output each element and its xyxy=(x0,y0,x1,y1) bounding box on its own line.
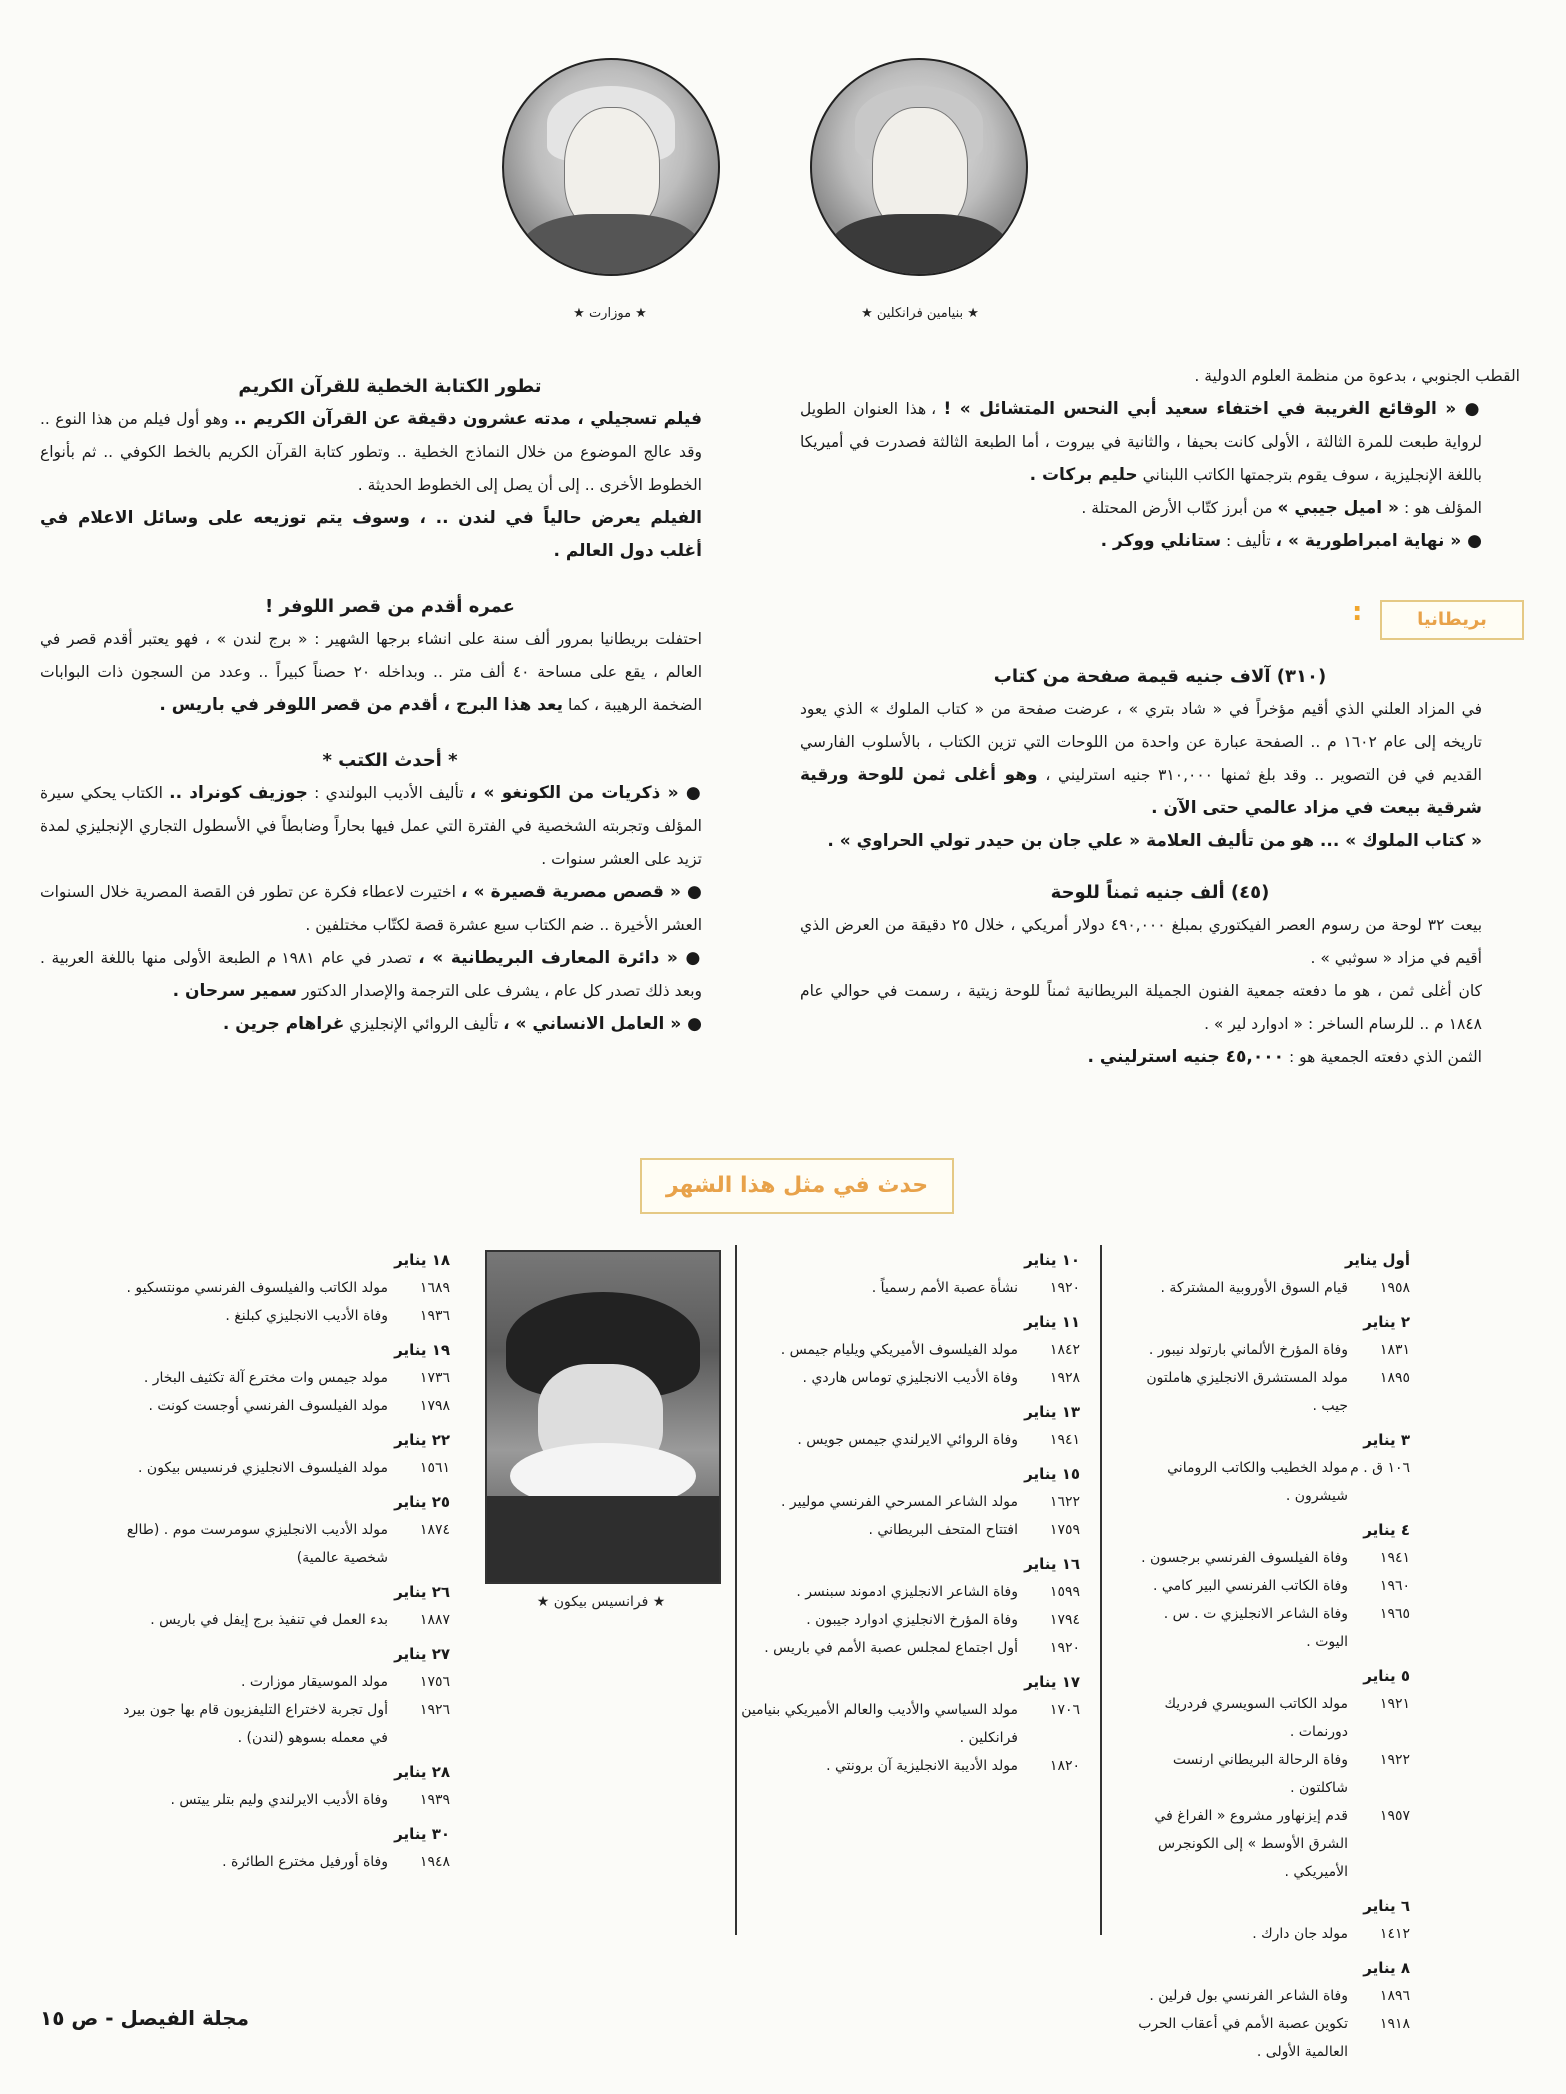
event-text: افتتاح المتحف البريطاني . xyxy=(868,1522,1018,1538)
book1-author-prefix: المؤلف هو : xyxy=(1403,499,1482,517)
events-column-left xyxy=(110,1240,450,1876)
event-year: ١٥٦١ xyxy=(419,1460,450,1476)
event-year: ١٨٢٠ xyxy=(1049,1758,1080,1774)
event-text: مولد الفيلسوف الانجليزي فرنسيس بيكون . xyxy=(138,1460,388,1476)
event-date-header: ١٣ يناير xyxy=(1024,1403,1080,1421)
event-year: ١٤١٢ xyxy=(1379,1926,1410,1942)
event-year: ١٩٢٨ xyxy=(1049,1370,1080,1386)
event-row xyxy=(1130,1336,1410,1364)
event-year: ١٦٢٢ xyxy=(1049,1494,1080,1510)
book1-author: « اميل جيبي » xyxy=(1277,498,1400,518)
event-row xyxy=(740,1274,1080,1302)
event-year: ١٨٤٢ xyxy=(1049,1342,1080,1358)
event-text: مولد الموسيقار موزارت . xyxy=(240,1674,388,1690)
event-year: ١٩٢١ xyxy=(1379,1696,1410,1712)
event-year: ١٨٣١ xyxy=(1379,1342,1410,1358)
portrait-benjamin-franklin xyxy=(810,58,1028,276)
event-row xyxy=(110,1274,450,1302)
event-date-header: ١٧ يناير xyxy=(1024,1673,1080,1691)
events-banner: حدث في مثل هذا الشهر xyxy=(640,1158,954,1214)
article-45-p3-prefix: الثمن الذي دفعته الجمعية هو : xyxy=(1288,1048,1482,1066)
event-row xyxy=(1130,1572,1410,1600)
quran-film-lead: فيلم تسجيلي ، مدته عشرون دقيقة عن القرآن الكريم .. xyxy=(233,409,702,429)
event-text: وفاة الشاعر الفرنسي بول فرلين . xyxy=(1149,1988,1348,2004)
event-date-header: ١٨ يناير xyxy=(394,1251,450,1269)
event-date-header: ١٩ يناير xyxy=(394,1341,450,1359)
event-year: ١٧٣٦ xyxy=(419,1370,450,1386)
event-text: أول تجربة لاختراع التليفزيون قام بها جون بيرد في معمله بسوهو (لندن) . xyxy=(123,1702,388,1746)
event-text: وفاة الأديب الانجليزي توماس هاردي . xyxy=(802,1370,1018,1386)
event-year: ١٩٦٠ xyxy=(1379,1578,1410,1594)
event-text: مولد المستشرق الانجليزي هاملتون جيب . xyxy=(1146,1370,1348,1414)
event-text: بدء العمل في تنفيذ برج إيفل في باريس . xyxy=(150,1612,388,1628)
tower-title: عمره أقدم من قصر اللوفر ! xyxy=(265,596,515,617)
book-item: ● « دائرة المعارف البريطانية » ، تصدر في عام ١٩٨١ م الطبعة الأولى منها باللغة العربية . وبعد ذلك تصدر كل عام ، يشرف على الترجمة والإصدار الدكتور سمير سرحان . xyxy=(40,948,702,1001)
book2-author: ستانلي ووكر . xyxy=(1100,531,1222,551)
event-year: ١٧٩٤ xyxy=(1049,1612,1080,1628)
event-year: ١٩٢٠ xyxy=(1049,1640,1080,1656)
event-row xyxy=(1130,1690,1410,1746)
event-row xyxy=(740,1696,1080,1752)
portrait-mozart xyxy=(502,58,720,276)
event-text: مولد الفيلسوف الأميريكي ويليام جيمس . xyxy=(780,1342,1018,1358)
event-text: وفاة الروائي الايرلندي جيمس جويس . xyxy=(797,1432,1018,1448)
book-item: ● « العامل الانساني » ، تأليف الروائي الإنجليزي غراهام جرين . xyxy=(222,1014,702,1034)
event-year: ١٩١٨ xyxy=(1379,2016,1410,2032)
event-date-header: ١٠ يناير xyxy=(1024,1251,1080,1269)
event-row xyxy=(110,1696,450,1752)
event-text: مولد الكاتب السويسري فردريك دورنمات . xyxy=(1164,1696,1348,1740)
event-date-header: ١١ يناير xyxy=(1024,1313,1080,1331)
book-item: ● « قصص مصرية قصيرة » ، اختيرت لاعطاء فكرة عن تطور فن القصة المصرية خلال السنوات العشر الأخيرة .. ضم الكتاب سبع عشرة قصة لكتّاب مختلفين . xyxy=(40,882,702,934)
tower-bold: يعد هذا البرج ، أقدم من قصر اللوفر في باريس . xyxy=(159,695,564,715)
event-year: ١٧٥٦ xyxy=(419,1674,450,1690)
article-45-title: (٤٥) ألف جنيه ثمناً للوحة xyxy=(1050,882,1270,903)
quran-film-text: وهو أول فيلم من هذا النوع .. وقد عالج الموضوع من خلال النماذج الخطية .. وتطور كتابة القرآن الكريم بالخط الكوفي .. ثم بأنواع الخطوط الأخرى .. إلى أن يصل إلى الخطوط الحديثة . xyxy=(40,410,702,494)
event-text: تكوين عصبة الأمم في أعقاب الحرب العالمية الأولى . xyxy=(1138,2016,1348,2060)
event-row xyxy=(740,1426,1080,1454)
event-row xyxy=(1130,1920,1410,1948)
event-row xyxy=(110,1302,450,1330)
event-date-header: ٢٥ يناير xyxy=(394,1493,450,1511)
events-column-right xyxy=(1130,1240,1410,2066)
event-row xyxy=(110,1786,450,1814)
event-date-header: ٣ يناير xyxy=(1363,1431,1410,1449)
event-text: مولد الكاتب والفيلسوف الفرنسي مونتسكيو . xyxy=(126,1280,388,1296)
intro-line: القطب الجنوبي ، بدعوة من منظمة العلوم الدولية . xyxy=(1194,367,1520,385)
event-date-header: ٢ يناير xyxy=(1363,1313,1410,1331)
event-date-header: ٦ يناير xyxy=(1363,1897,1410,1915)
section-banner-britain: بريطانيا xyxy=(1380,600,1524,640)
event-year: ١٩٤٨ xyxy=(419,1854,450,1870)
event-text: قيام السوق الأوروبية المشتركة . xyxy=(1160,1280,1348,1296)
article-310-p2: « كتاب الملوك » ... هو من تأليف العلامة « علي جان بن حيدر تولي الحراوي » . xyxy=(827,831,1482,851)
event-year: ١٩٢٢ xyxy=(1379,1752,1410,1768)
event-year: ١٩٣٦ xyxy=(419,1308,450,1324)
event-date-header: ١٦ يناير xyxy=(1024,1555,1080,1573)
event-row xyxy=(740,1634,1080,1662)
event-year: ١٦٨٩ xyxy=(419,1280,450,1296)
event-row xyxy=(1130,1544,1410,1572)
event-text: مولد الخطيب والكاتب الروماني شيشرون . xyxy=(1167,1460,1348,1504)
page-footer: مجلة الفيصل - ص ١٥ xyxy=(40,2006,250,2030)
column-divider xyxy=(735,1245,737,1935)
quran-film-p2: الفيلم يعرض حالياً في لندن .. ، وسوف يتم توزيعه على وسائل الاعلام في أغلب دول العالم . xyxy=(40,508,702,561)
event-year: ١٥٩٩ xyxy=(1049,1584,1080,1600)
book1-title: ● « الوقائع الغريبة في اختفاء سعيد أبي النحس المتشائل » ! xyxy=(943,399,1482,419)
event-text: وفاة الرحالة البريطاني ارنست شاكلتون . xyxy=(1172,1752,1348,1796)
article-310-title: (٣١٠) آلاف جنيه قيمة صفحة من كتاب xyxy=(993,666,1327,687)
event-text: قدم إيزنهاور مشروع « الفراغ في الشرق الأوسط » إلى الكونجرس الأميريكي . xyxy=(1154,1808,1348,1880)
quran-film-title: تطور الكتابة الخطية للقرآن الكريم xyxy=(238,376,542,397)
article-45-p3-value: ٤٥,٠٠٠ جنيه استرليني . xyxy=(1087,1047,1285,1067)
event-date-header: ٨ يناير xyxy=(1363,1959,1410,1977)
events-column-middle xyxy=(740,1240,1080,1780)
event-text: وفاة المؤرخ الألماني بارتولد نيبور . xyxy=(1148,1342,1348,1358)
event-row xyxy=(740,1336,1080,1364)
event-date-header: أول يناير xyxy=(1344,1251,1410,1269)
event-row xyxy=(110,1848,450,1876)
event-row xyxy=(110,1454,450,1482)
caption-francis-bacon: ★ فرانسيس بيكون ★ xyxy=(536,1594,666,1610)
article-310-body: في المزاد العلني الذي أقيم مؤخراً في « شاد بتري » ، عرضت صفحة من « كتاب الملوك » الذي يعود تاريخه إلى عام ١٦٠٢ م .. الصفحة عبارة عن واحدة من اللوحات التي تزين الكتاب ، بالأسلوب الفارسي القديم في فن التصوير .. وقد بلغ ثمنها ٣١٠,٠٠٠ جنيه استرليني ، xyxy=(800,700,1482,784)
event-row xyxy=(740,1752,1080,1780)
book1-translator: حليم بركات . xyxy=(1029,465,1138,485)
event-row xyxy=(110,1392,450,1420)
event-year: ١٨٧٤ xyxy=(419,1522,450,1538)
book2-author-prefix: تأليف : xyxy=(1226,532,1271,550)
event-row xyxy=(1130,1802,1410,1886)
event-date-header: ٢٧ يناير xyxy=(394,1645,450,1663)
event-row xyxy=(110,1668,450,1696)
banner-dots-icon: : xyxy=(1352,597,1363,627)
event-text: وفاة أورفيل مخترع الطائرة . xyxy=(222,1854,388,1870)
event-date-header: ٥ يناير xyxy=(1363,1667,1410,1685)
event-year: ١٩٢٦ xyxy=(419,1702,450,1718)
event-text: مولد السياسي والأديب والعالم الأميريكي بنيامين فرانكلين . xyxy=(741,1702,1018,1746)
event-row xyxy=(740,1516,1080,1544)
event-text: مولد جيمس وات مخترع آلة تكثيف البخار . xyxy=(143,1370,388,1386)
event-row xyxy=(1130,2010,1410,2066)
latest-books-title: * أحدث الكتب * xyxy=(322,750,458,771)
book2-title: ● « نهاية امبراطورية » ، xyxy=(1275,531,1482,551)
event-row xyxy=(740,1606,1080,1634)
event-text: وفاة المؤرخ الانجليزي ادوارد جيبون . xyxy=(806,1612,1018,1628)
article-45-p1: بيعت ٣٢ لوحة من رسوم العصر الفيكتوري بمبلغ ٤٩٠,٠٠٠ دولار أمريكي ، خلال ٢٥ دقيقة من العرض الذي أقيم في مزاد « سوثبي » . xyxy=(800,916,1483,967)
event-year: ١٩٦٥ xyxy=(1379,1606,1410,1622)
caption-franklin: ★ بنيامين فرانكلين ★ xyxy=(861,306,979,321)
event-year: ١٩٤١ xyxy=(1049,1432,1080,1448)
event-year: ١٨٩٥ xyxy=(1379,1370,1410,1386)
event-text: مولد الفيلسوف الفرنسي أوجست كونت . xyxy=(148,1398,388,1414)
event-row xyxy=(110,1516,450,1572)
article-45-p2: كان أغلى ثمن ، هو ما دفعته جمعية الفنون الجميلة البريطانية ثمناً للوحة زيتية ، رسمت في حوالي عام ١٨٤٨ م .. للرسام الساخر : « ادوارد لير » . xyxy=(800,982,1482,1033)
event-row xyxy=(110,1364,450,1392)
event-row xyxy=(740,1364,1080,1392)
event-date-header: ٤ يناير xyxy=(1363,1521,1410,1539)
event-year: ١٩٥٨ xyxy=(1379,1280,1410,1296)
event-text: وفاة الأديب الايرلندي وليم بتلر ييتس . xyxy=(170,1792,388,1808)
event-row xyxy=(1130,1982,1410,2010)
event-year: ١٧٠٦ xyxy=(1049,1702,1080,1718)
event-date-header: ٢٦ يناير xyxy=(394,1583,450,1601)
event-row xyxy=(740,1488,1080,1516)
event-text: أول اجتماع لمجلس عصبة الأمم في باريس . xyxy=(764,1640,1018,1656)
event-year: ١٠٦ ق . م xyxy=(1350,1460,1410,1476)
event-date-header: ٢٢ يناير xyxy=(394,1431,450,1449)
book-item: ● « ذكريات من الكونغو » ، تأليف الأديب البولندي : جوزيف كونراد .. الكتاب يحكي سيرة المؤلف وتجربته الشخصية في الفترة التي عمل فيها بحاراً وضابطاً في الأسطول التجاري الإنجليزي لمدة تزيد على العشر سنوات . xyxy=(40,783,702,868)
event-row xyxy=(1130,1274,1410,1302)
event-row xyxy=(1130,1364,1410,1420)
left-column xyxy=(40,370,740,1041)
event-year: ١٩٥٧ xyxy=(1379,1808,1410,1824)
event-text: مولد الأديب الانجليزي سومرست موم . (طالع شخصية عالمية) xyxy=(126,1522,388,1566)
event-date-header: ٣٠ يناير xyxy=(394,1825,450,1843)
article-310-bold: وهو أغلى ثمن للوحة ورقية شرقية بيعت في مزاد عالمي حتى الآن . xyxy=(800,765,1482,818)
event-row xyxy=(1130,1746,1410,1802)
photo-francis-bacon xyxy=(485,1250,721,1584)
book1-author-suffix: من أبرز كتّاب الأرض المحتلة . xyxy=(1081,499,1273,517)
event-text: وفاة الشاعر الانجليزي ادموند سبنسر . xyxy=(796,1584,1018,1600)
caption-mozart: ★ موزارت ★ xyxy=(573,306,647,321)
event-text: مولد الشاعر المسرحي الفرنسي موليير . xyxy=(780,1494,1018,1510)
right-column xyxy=(800,360,1520,558)
book1-text: ، هذا العنوان الطويل لرواية طبعت للمرة الثالثة ، الأولى كانت بحيفا ، والثانية في بيروت ، أما الطبعة الثالثة فصدرت في أميريكا باللغة الإنجليزية ، سوف يقوم بترجمتها الكاتب اللبناني xyxy=(800,400,1482,484)
event-text: نشأة عصبة الأمم رسمياً . xyxy=(871,1280,1018,1296)
event-text: مولد جان دارك . xyxy=(1252,1926,1348,1942)
event-year: ١٩٢٠ xyxy=(1049,1280,1080,1296)
event-row xyxy=(740,1578,1080,1606)
event-date-header: ١٥ يناير xyxy=(1024,1465,1080,1483)
event-year: ١٩٤١ xyxy=(1379,1550,1410,1566)
event-text: وفاة الأديب الانجليزي كبلنغ . xyxy=(225,1308,388,1324)
event-year: ١٨٩٦ xyxy=(1379,1988,1410,2004)
event-date-header: ٢٨ يناير xyxy=(394,1763,450,1781)
event-row xyxy=(1130,1600,1410,1656)
event-text: وفاة الشاعر الانجليزي ت . س . اليوت . xyxy=(1163,1606,1348,1650)
event-year: ١٧٥٩ xyxy=(1049,1522,1080,1538)
event-row xyxy=(1130,1454,1410,1510)
event-text: وفاة الكاتب الفرنسي البير كامي . xyxy=(1153,1578,1348,1594)
event-year: ١٩٣٩ xyxy=(419,1792,450,1808)
britain-articles xyxy=(800,660,1520,1074)
event-row xyxy=(110,1606,450,1634)
event-text: وفاة الفيلسوف الفرنسي برجسون . xyxy=(1141,1550,1348,1566)
event-year: ١٨٨٧ xyxy=(419,1612,450,1628)
event-year: ١٧٩٨ xyxy=(419,1398,450,1414)
column-divider xyxy=(1100,1245,1102,1935)
event-text: مولد الأديبة الانجليزية آن برونتي . xyxy=(826,1758,1018,1774)
tower-text: احتفلت بريطانيا بمرور ألف سنة على انشاء برجها الشهير : « برج لندن » ، فهو يعتبر أقدم قصر في العالم ، يقع على مساحة ٤٠ ألف متر .. وبداخله ٢٠ حصناً كبيراً .. وعدد من السجون ذات البوابات الضخمة الرهيبة ، كما xyxy=(40,630,702,714)
